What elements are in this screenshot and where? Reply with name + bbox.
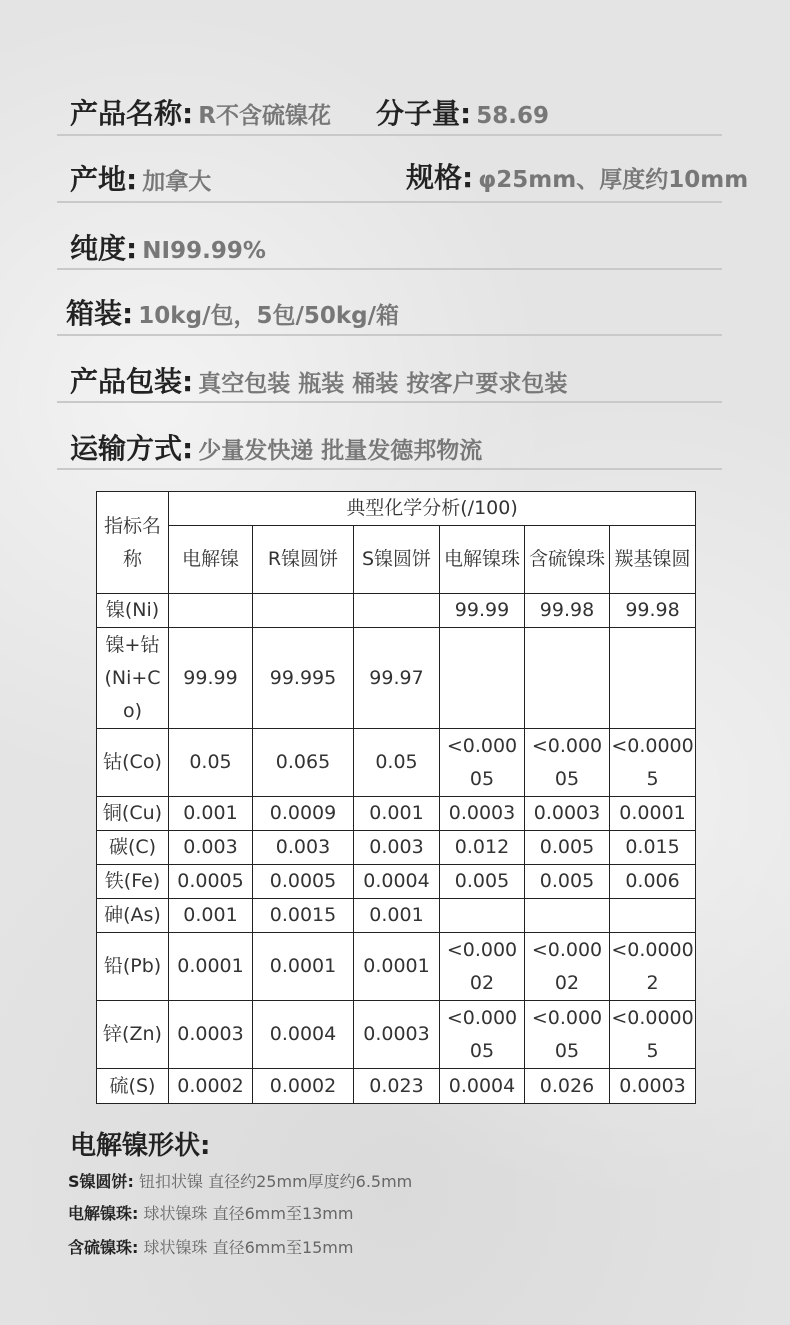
shipping-label: 运输方式: (70, 432, 194, 465)
table-cell: 0.005 (525, 831, 610, 865)
table-row (97, 865, 696, 899)
table-cell: <0.00002 (610, 933, 696, 1001)
shape-item-label: 电解镍珠: (68, 1204, 139, 1223)
product-name-label: 产品名称: (70, 97, 194, 130)
table-cell: 0.0002 (169, 1069, 253, 1104)
chemical-analysis-table (96, 491, 696, 1104)
table-cell (169, 594, 253, 628)
mw-label: 分子量: (376, 97, 472, 130)
shape-item-value: 钮扣状镍 直径约25mm厚度约6.5mm (139, 1172, 413, 1191)
table-cell (253, 594, 354, 628)
shape-item-s-cake (68, 1169, 412, 1192)
purity-value: NI99.99% (142, 238, 266, 264)
table-cell: 0.023 (354, 1069, 440, 1104)
table-cell (610, 899, 696, 933)
table-cell: 0.003 (354, 831, 440, 865)
table-cell: 0.001 (169, 899, 253, 933)
molecular-weight (376, 92, 549, 132)
table-cell: 99.98 (525, 594, 610, 628)
shape-item-sulfur-bead (68, 1235, 353, 1258)
table-cell: <0.00005 (440, 1001, 525, 1069)
table-cell: 0.0009 (253, 797, 354, 831)
column-header: S镍圆饼 (354, 526, 440, 594)
table-cell (354, 594, 440, 628)
table-cell: 0.0005 (169, 865, 253, 899)
corner-header: 指标名称 (97, 492, 169, 594)
column-header: 电解镍珠 (440, 526, 525, 594)
table-cell: 0.065 (253, 729, 354, 797)
table-cell: 0.05 (354, 729, 440, 797)
table-cell: 0.0001 (610, 797, 696, 831)
spec (406, 156, 748, 196)
column-header: 含硫镍珠 (525, 526, 610, 594)
table-cell: 0.05 (169, 729, 253, 797)
shipping-value: 少量发快递 批量发德邦物流 (198, 438, 483, 464)
table-cell: 0.001 (354, 899, 440, 933)
table-cell: 0.0001 (253, 933, 354, 1001)
table-cell (610, 628, 696, 729)
table-cell: 0.005 (440, 865, 525, 899)
table-row (97, 1001, 696, 1069)
table-cell: 0.0002 (253, 1069, 354, 1104)
table-cell: 0.003 (169, 831, 253, 865)
table-cell: 0.0005 (253, 865, 354, 899)
origin-label: 产地: (70, 163, 138, 196)
column-header: 电解镍 (169, 526, 253, 594)
table-cell: 0.0003 (440, 797, 525, 831)
origin (70, 158, 211, 198)
row-header: 镍(Ni) (97, 594, 169, 628)
table-cell: 0.0003 (525, 797, 610, 831)
table-cell: 0.001 (169, 797, 253, 831)
purity (70, 227, 266, 267)
table-cell: 0.0003 (610, 1069, 696, 1104)
row-header: 锌(Zn) (97, 1001, 169, 1069)
table-cell: 0.0001 (354, 933, 440, 1001)
column-header: R镍圆饼 (253, 526, 354, 594)
table-cell: 99.99 (440, 594, 525, 628)
table-cell: 0.0003 (354, 1001, 440, 1069)
table-cell: <0.00002 (525, 933, 610, 1001)
shape-item-value: 球状镍珠 直径6mm至13mm (143, 1204, 354, 1223)
table-cell: 0.0004 (440, 1069, 525, 1104)
table-row (97, 594, 696, 628)
table-row (97, 729, 696, 797)
table-cell: 99.99 (169, 628, 253, 729)
row-header: 硫(S) (97, 1069, 169, 1104)
table-cell: 0.012 (440, 831, 525, 865)
table-cell: <0.00005 (610, 729, 696, 797)
table-cell: 0.0015 (253, 899, 354, 933)
table-cell: 0.0004 (354, 865, 440, 899)
table-cell: <0.00005 (610, 1001, 696, 1069)
box-label: 箱装: (66, 297, 134, 330)
table-row (97, 933, 696, 1001)
packaging (70, 360, 567, 400)
shape-section-title: 电解镍形状: (70, 1131, 211, 1161)
table-row (97, 1069, 696, 1104)
row-header: 镍+钴(Ni+Co) (97, 628, 169, 729)
shape-item-value: 球状镍珠 直径6mm至15mm (143, 1238, 354, 1257)
table-cell (525, 899, 610, 933)
table-cell: 99.995 (253, 628, 354, 729)
row-header: 钴(Co) (97, 729, 169, 797)
table-cell: <0.00005 (525, 729, 610, 797)
table-cell: 0.026 (525, 1069, 610, 1104)
table-cell (440, 628, 525, 729)
box-packing (66, 292, 399, 332)
mw-value: 58.69 (476, 103, 550, 129)
table-row (97, 797, 696, 831)
table-cell: 0.001 (354, 797, 440, 831)
table-row (97, 628, 696, 729)
table-cell: <0.00005 (440, 729, 525, 797)
table-cell (525, 628, 610, 729)
spec-label: 规格: (406, 161, 474, 194)
table-cell: 0.015 (610, 831, 696, 865)
box-value: 10kg/包，5包/50kg/箱 (138, 303, 400, 329)
table-row (97, 831, 696, 865)
origin-value: 加拿大 (142, 169, 212, 195)
spec-value: φ25mm、厚度约10mm (478, 167, 749, 193)
table-cell: <0.00005 (525, 1001, 610, 1069)
product-name-value: R不含硫镍花 (198, 103, 332, 129)
table-cell: 99.98 (610, 594, 696, 628)
row-header: 砷(As) (97, 899, 169, 933)
packaging-value: 真空包装 瓶装 桶装 按客户要求包装 (198, 371, 568, 397)
packaging-label: 产品包装: (70, 365, 194, 398)
row-header: 铜(Cu) (97, 797, 169, 831)
column-header: 羰基镍圆 (610, 526, 696, 594)
group-header: 典型化学分析(/100) (169, 492, 696, 526)
table-cell: 0.0003 (169, 1001, 253, 1069)
table-cell: <0.00002 (440, 933, 525, 1001)
row-header: 铅(Pb) (97, 933, 169, 1001)
table-cell: 0.006 (610, 865, 696, 899)
row-header: 碳(C) (97, 831, 169, 865)
table-row (97, 899, 696, 933)
table-cell: 0.0004 (253, 1001, 354, 1069)
purity-label: 纯度: (70, 232, 138, 265)
row-header: 铁(Fe) (97, 865, 169, 899)
table-cell (440, 899, 525, 933)
table-cell: 0.003 (253, 831, 354, 865)
shape-item-label: 含硫镍珠: (68, 1238, 139, 1257)
shipping (70, 427, 482, 467)
table-cell: 99.97 (354, 628, 440, 729)
shape-item-label: S镍圆饼: (68, 1172, 134, 1191)
product-name (70, 92, 331, 132)
table-cell: 0.0001 (169, 933, 253, 1001)
table-cell: 0.005 (525, 865, 610, 899)
shape-item-electrolytic-bead (68, 1201, 353, 1224)
